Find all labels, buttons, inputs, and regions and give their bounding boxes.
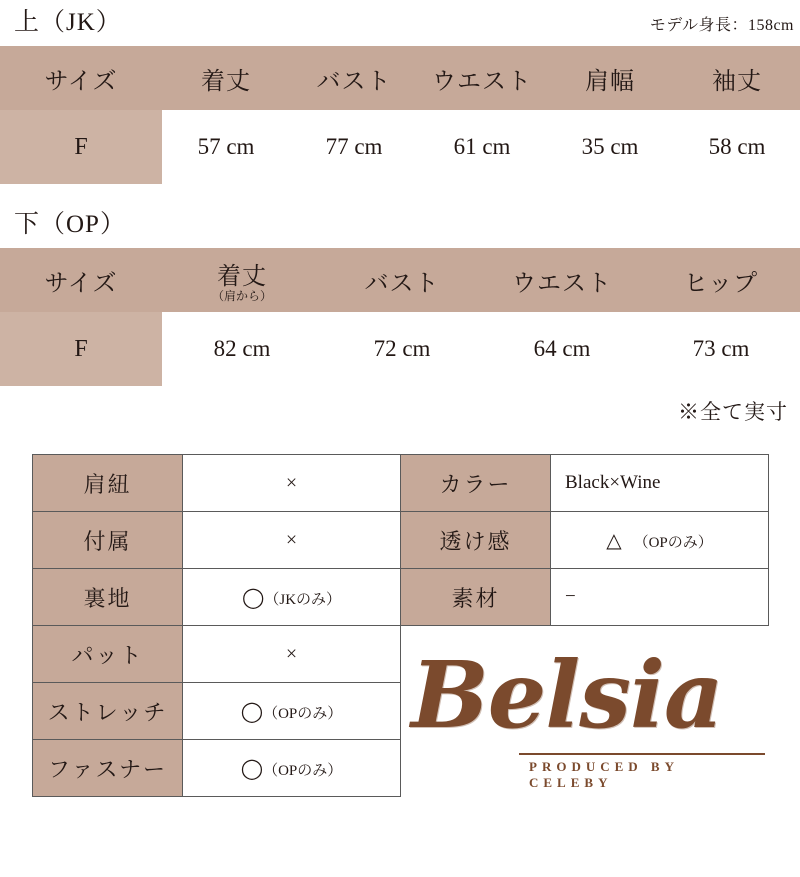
bottom-row-hip: 73 cm bbox=[642, 312, 800, 386]
spec-label-lining: 裏地 bbox=[33, 569, 183, 626]
spec-value-stretch-mark: ◯ bbox=[240, 700, 264, 723]
spec-table bbox=[32, 454, 769, 797]
spacer-mid bbox=[0, 184, 800, 210]
table-row bbox=[33, 512, 769, 569]
spec-label-shoulder-strap: 肩紐 bbox=[33, 455, 183, 512]
spec-label-color: カラー bbox=[401, 455, 551, 512]
top-header-shoulder: 肩幅 bbox=[546, 46, 674, 110]
spec-value-material: − bbox=[551, 569, 769, 626]
brand-logo bbox=[401, 626, 769, 797]
spec-value-zipper-note: （OPのみ） bbox=[263, 762, 343, 779]
spec-value-pad: × bbox=[183, 626, 401, 683]
spec-value-color: Black×Wine bbox=[551, 455, 769, 512]
bottom-header-waist: ウエスト bbox=[482, 248, 642, 312]
table-row-header bbox=[0, 248, 800, 312]
spec-value-lining-note: （JKのみ） bbox=[264, 591, 342, 608]
spec-label-stretch: ストレッチ bbox=[33, 683, 183, 740]
logo-tagline: PRODUCED BY CELEBY bbox=[529, 759, 679, 791]
top-section-title: 上（JK） bbox=[14, 9, 122, 36]
table-row-header bbox=[0, 46, 800, 110]
bottom-row-bust: 72 cm bbox=[322, 312, 482, 386]
table-row bbox=[0, 312, 800, 386]
bottom-header-hip: ヒップ bbox=[642, 248, 800, 312]
bottom-header-size: サイズ bbox=[0, 248, 162, 312]
bottom-row-size: F bbox=[0, 312, 162, 386]
top-header-sleeve: 袖丈 bbox=[674, 46, 800, 110]
spec-value-accessory: × bbox=[183, 512, 401, 569]
spec-value-stretch-note: （OPのみ） bbox=[263, 705, 343, 722]
top-row-shoulder: 35 cm bbox=[546, 110, 674, 184]
bottom-row-waist: 64 cm bbox=[482, 312, 642, 386]
bottom-size-table bbox=[0, 248, 800, 386]
bottom-section-header bbox=[0, 210, 800, 240]
spacer-after-top-header bbox=[0, 38, 800, 46]
top-row-bust: 77 cm bbox=[290, 110, 418, 184]
table-row bbox=[33, 626, 769, 683]
top-row-waist: 61 cm bbox=[418, 110, 546, 184]
spec-value-zipper bbox=[183, 740, 401, 797]
table-row bbox=[33, 455, 769, 512]
logo-box bbox=[401, 631, 769, 791]
spec-value-lining-mark: ◯ bbox=[241, 586, 265, 609]
spec-label-accessory: 付属 bbox=[33, 512, 183, 569]
table-row bbox=[33, 569, 769, 626]
bottom-header-length-main: 着丈 bbox=[217, 264, 267, 290]
bottom-section-title: 下（OP） bbox=[14, 211, 126, 238]
table-row bbox=[0, 110, 800, 184]
logo-brand-text: Belsia bbox=[411, 641, 723, 750]
spec-value-sheerness-note: （OPのみ） bbox=[633, 534, 713, 551]
bottom-header-bust: バスト bbox=[322, 248, 482, 312]
top-header-waist: ウエスト bbox=[418, 46, 546, 110]
spec-value-sheerness bbox=[551, 512, 769, 569]
top-row-length: 57 cm bbox=[162, 110, 290, 184]
spacer-after-bottom-header bbox=[0, 240, 800, 248]
bottom-header-length bbox=[162, 248, 322, 312]
spec-value-stretch bbox=[183, 683, 401, 740]
spec-label-zipper: ファスナー bbox=[33, 740, 183, 797]
spacer-top bbox=[0, 0, 800, 8]
spec-value-zipper-mark: ◯ bbox=[240, 757, 264, 780]
spec-value-sheerness-mark: △ bbox=[606, 529, 622, 552]
top-header-bust: バスト bbox=[290, 46, 418, 110]
spec-value-lining bbox=[183, 569, 401, 626]
spec-label-sheerness: 透け感 bbox=[401, 512, 551, 569]
logo-underline bbox=[519, 753, 765, 755]
bottom-row-length: 82 cm bbox=[162, 312, 322, 386]
top-row-sleeve: 58 cm bbox=[674, 110, 800, 184]
model-height-label: モデル身長：158cm bbox=[649, 17, 794, 34]
spec-value-shoulder-strap: × bbox=[183, 455, 401, 512]
actual-measurement-note: ※全て実寸 bbox=[678, 400, 788, 424]
top-header-length: 着丈 bbox=[162, 46, 290, 110]
spec-label-pad: パット bbox=[33, 626, 183, 683]
spec-label-material: 素材 bbox=[401, 569, 551, 626]
spec-section bbox=[0, 426, 800, 797]
top-section-header bbox=[0, 8, 800, 38]
top-size-table bbox=[0, 46, 800, 184]
top-header-size: サイズ bbox=[0, 46, 162, 110]
top-row-size: F bbox=[0, 110, 162, 184]
bottom-header-length-sub: （肩から） bbox=[211, 289, 272, 303]
